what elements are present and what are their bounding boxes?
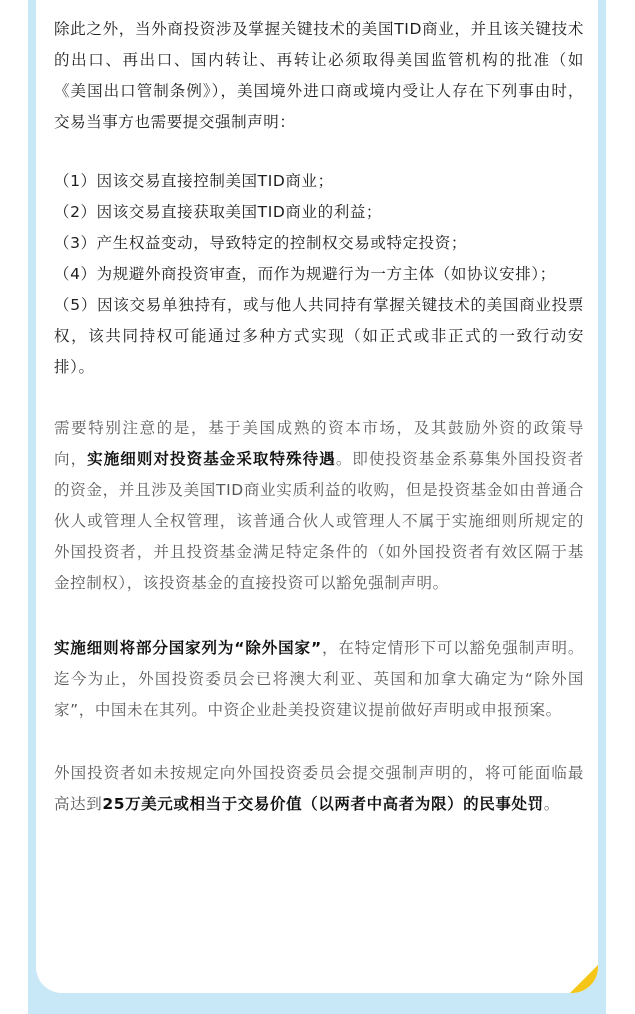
excepted-bold-text: 实施细则将部分国家列为“除外国家” — [54, 639, 322, 657]
intro-paragraph: 除此之外，当外商投资涉及掌握关键技术的美国TID商业，并且该关键技术的出口、再出口、国内转让、再转让必须取得美国监管机构的批准（如《美国出口管制条例》），美国境外进口商或境内受让人存在下列事由时，交易当事方也需要提交强制声明： — [54, 20, 584, 131]
penalty-bold-text: 25万美元或相当于交易价值（以两者中高者为限）的民事处罚 — [102, 795, 544, 813]
condition-list — [54, 166, 584, 383]
fund-rest-text: 。即使投资基金系募集外国投资者的资金，并且涉及美国TID商业实质利益的收购，但是投资基金如由普通合伙人或管理人全权管理，该普通合伙人或管理人不属于实施细则所规定的外国投资者，并且投资基金满足特定条件的（如外国投资者有效区隔于基金控制权），该投资基金的直接投资可以豁免强制声明。 — [54, 450, 584, 592]
penalty-tail-text: 。 — [543, 795, 560, 813]
fund-paragraph — [54, 413, 584, 599]
corner-fold-icon — [570, 965, 598, 993]
list-item: （4）为规避外商投资审查，而作为规避行为一方主体（如协议安排）； — [54, 265, 556, 283]
content-card — [36, 0, 598, 993]
fund-lead-text: 需要特别注意的是，基于美国成熟的资本市场，及其鼓励外资的政策导向， — [54, 419, 584, 468]
article-body — [54, 14, 584, 820]
penalty-lead-text: 外国投资者如未按规定向外国投资委员会提交强制声明的，将可能面临最高达到 — [54, 764, 584, 813]
excepted-rest-text: ，在特定情形下可以豁免强制声明。迄今为止，外国投资委员会已将澳大利亚、英国和加拿大确定为“除外国家”，中国未在其列。中资企业赴美投资建议提前做好声明或申报预案。 — [54, 639, 584, 719]
excepted-countries-paragraph — [54, 633, 584, 726]
penalty-paragraph — [54, 758, 584, 820]
list-item: （2）因该交易直接获取美国TID商业的利益； — [54, 203, 383, 221]
list-item: （1）因该交易直接控制美国TID商业； — [54, 172, 334, 190]
list-item: （3）产生权益变动，导致特定的控制权交易或特定投资； — [54, 234, 467, 252]
fund-bold-text: 实施细则对投资基金采取特殊待遇 — [87, 450, 336, 468]
list-item: （5）因该交易单独持有，或与他人共同持有掌握关键技术的美国商业投票权，该共同持权可能通过多种方式实现（如正式或非正式的一致行动安排）。 — [54, 296, 584, 376]
